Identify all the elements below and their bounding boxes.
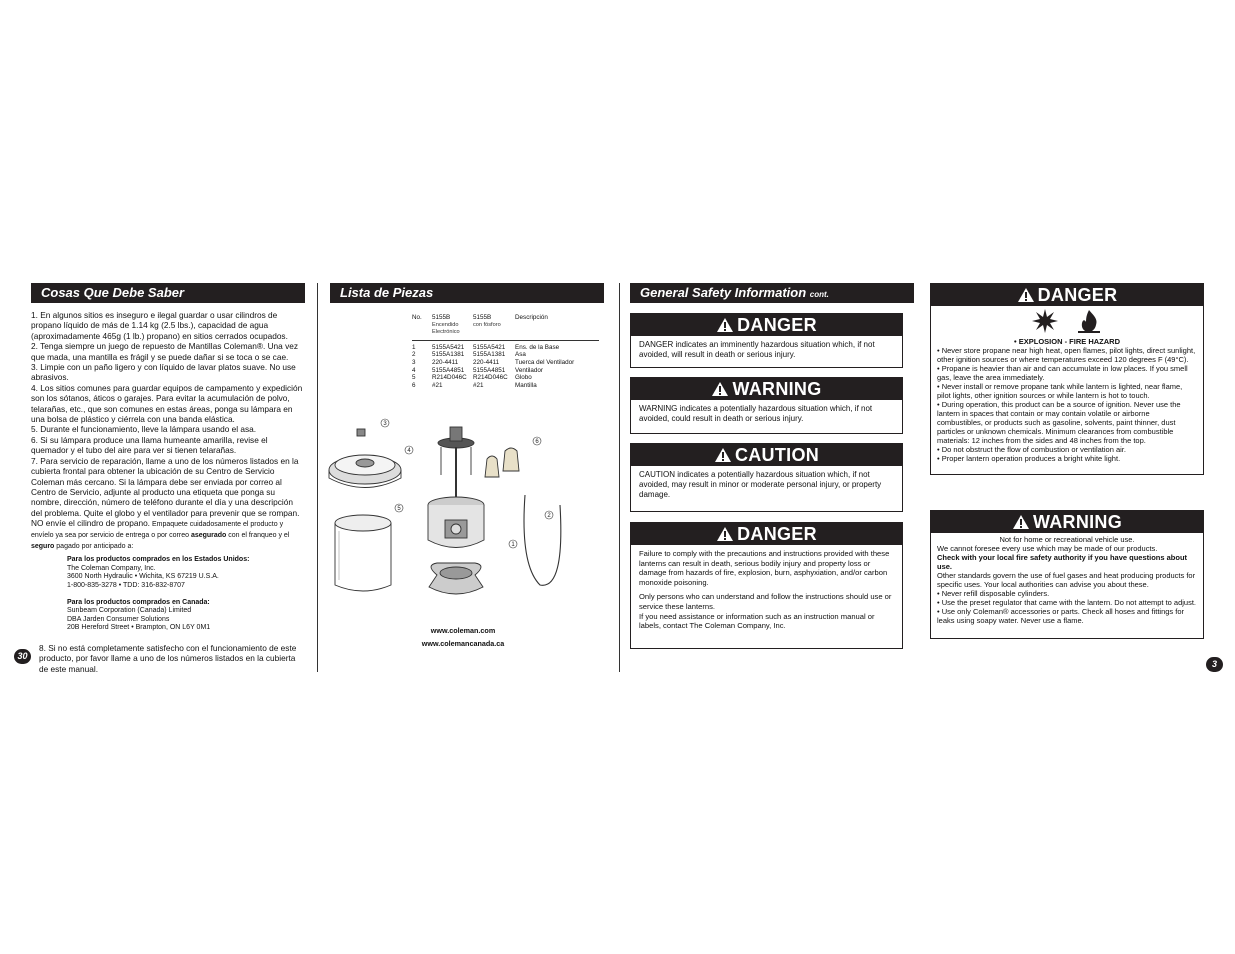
cell: 3 (412, 358, 416, 366)
table-row (412, 344, 599, 352)
warning-triangle-icon (1012, 514, 1030, 530)
col-b-sub: con fósforo (473, 321, 501, 328)
divider-2 (619, 283, 620, 672)
globe-drawing (335, 515, 391, 591)
callout-label-2: 2 (547, 513, 551, 519)
warning-item: • Use the preset regulator that came with the lantern. Do not attempt to adjust. (937, 598, 1197, 607)
warning-banner (631, 378, 902, 400)
cosas-list (31, 310, 305, 551)
cell: 6 (412, 381, 416, 389)
explosion-icon (1032, 309, 1058, 333)
caution-definition-box (630, 443, 903, 512)
callout-label-1: 1 (511, 542, 515, 548)
danger-definition-box (630, 313, 903, 368)
cosas-item-5: 5. Durante el funcionamiento, lleve la lámpara usando el asa. (31, 424, 257, 435)
warning-bold: Check with your local fire safety authority if you have questions about use. (937, 553, 1188, 571)
cell: Ventilador (515, 366, 544, 374)
cosas-item-7-small-a: Empaquete cuidadosamente el producto y envíelo ya sea por servicio de entrega o por correo (31, 521, 284, 540)
hazard-item: • During operation, this product can be a source of ignition. Never use the lantern in spaces that contain or may contain volatile or airborne combustibles, or products such as gasoline, solvents, paint thinner, dust particles or unknown chemicals. Minimum clearances from combustible materials: 12 inches from the sides and 48 inches from the top. (937, 400, 1181, 445)
hazard-item: • Never install or remove propane tank while lantern is lighted, near flame, pilot lights, other ignition sources or while lantern is hot to touch. (937, 382, 1183, 400)
danger-lantern-p1: Failure to comply with the precautions and instructions provided with these lanterns can result in death, serious bodily injury and property loss or damage from hazards of fire, explosion, burn, asphyxiation, and/or carbon monoxide poisoning. (639, 549, 890, 587)
col-a (432, 314, 473, 340)
cosas-item-7-bold-b: seguro (31, 543, 55, 551)
col-no: No. (412, 314, 422, 321)
hazard-item: • Do not obstruct the flow of combustion or ventilation air. (937, 445, 1126, 454)
cosas-item-7-bold-a: asegurado (190, 532, 227, 540)
cell: 5155A4851 (432, 366, 465, 374)
parts-column (330, 283, 604, 389)
cosas-item-1: 1. En algunos sitios es inseguro e ilegal guardar o usar cilindros de propano líquido de más de 1.14 kg (2.5 lbs.), capacidad de agua (aproximadamente 465g (1 lb.) propano) en sitios cerrados ocupados. (31, 310, 288, 341)
warning-definition-box (630, 377, 903, 434)
hazard-item: • Proper lantern operation produces a bright white light. (937, 454, 1121, 463)
mantles-drawing (485, 448, 519, 477)
warning-triangle-icon (716, 317, 734, 333)
warning-triangle-icon (714, 447, 732, 463)
explosion-danger-box (930, 283, 1204, 475)
table-row (412, 382, 599, 390)
cell: 2 (412, 351, 416, 359)
col-b-label: 5155B (473, 314, 492, 321)
cosas-item-6: 6. Si su lámpara produce una llama humeante amarilla, revise el quemador y el tubo del aire para ver si tienen telarañas. (31, 434, 268, 456)
cell: 5 (412, 374, 416, 382)
table-row (412, 367, 599, 375)
cell: 5155A1381 (432, 351, 465, 359)
caution-definition: CAUTION indicates a potentially hazardous situation which, if not avoided, may result in minor or moderate personal injury, or property damage. (639, 470, 882, 499)
cosas-item-7-small-c: pagado por anticipado a: (54, 543, 134, 551)
parts-table (412, 314, 599, 389)
explosion-hazard-text (931, 335, 1203, 465)
warning-item: • Never refill disposable cylinders. (937, 589, 1050, 598)
table-row (412, 351, 599, 359)
cosas-item-2: 2. Tenga siempre un juego de repuesto de Mantillas Coleman®. Una vez que mada, una mantilla es frágil y se puede dañar si se toca o se cae. (31, 341, 299, 362)
page-number-left: 30 (14, 649, 31, 664)
hazard-title: • EXPLOSION - FIRE HAZARD (1014, 337, 1120, 346)
cell: 220-4411 (432, 358, 459, 366)
parts-table-header (412, 314, 599, 340)
safety-column (630, 283, 914, 303)
base-drawing (429, 563, 483, 594)
danger-label: DANGER (1037, 285, 1118, 305)
cell: 5155A5421 (432, 343, 465, 351)
cell: #21 (432, 381, 443, 389)
callout-label-4: 4 (407, 448, 411, 454)
cell: R214D046C (473, 374, 508, 382)
cell: 220-4411 (473, 358, 500, 366)
us-address-line: The Coleman Company, Inc. (67, 564, 156, 572)
cosas-item-4: 4. Los sitios comunes para guardar equipos de campamento y expedición son los sótanos, áticos o garajes. Para evitar la acumulación de polvo, telarañas, etc., que son comunes en estas áreas, ponga su lámpara en una bolsa de plástico y ciérrela con una banda elástica. (31, 382, 303, 425)
ventilator-drawing (329, 455, 401, 488)
website-coleman[interactable]: www.coleman.com (430, 626, 496, 635)
warning-usage-box (930, 510, 1204, 639)
warning-triangle-icon (716, 526, 734, 542)
warning-definition: WARNING indicates a potentially hazardous situation which, if not avoided, could result in death or serious injury. (639, 404, 873, 423)
section-header-lista: Lista de Piezas (330, 283, 604, 303)
col-a-label: 5155B (432, 314, 451, 321)
ca-address-title: Para los productos comprados en Canada: (67, 598, 210, 606)
cell: Globo (515, 374, 532, 382)
website-coleman-canada[interactable]: www.colemancanada.ca (421, 639, 505, 648)
warning-triangle-icon (711, 381, 729, 397)
warning-label: WARNING (1032, 512, 1123, 532)
cosas-item-3: 3. Limpie con un paño ligero y con líquido de lavar platos suave. No use abrasivos. (31, 362, 296, 383)
handle-drawing (524, 495, 561, 585)
us-address-line: 1-800-835-3278 • TDD: 316-832-8707 (67, 581, 185, 589)
us-address-title: Para los productos comprados en los Estados Unidos: (67, 556, 250, 564)
callout-label-6: 6 (535, 439, 539, 445)
us-address (67, 556, 305, 590)
divider-1 (317, 283, 318, 672)
cell: 4 (412, 366, 416, 374)
warning-usage-text (931, 533, 1203, 627)
cell: 5155A1381 (473, 351, 506, 359)
cell: 5155A4851 (473, 366, 506, 374)
hazard-item: • Propane is heavier than air and can accumulate in low places. If you smell gas, leave the area immediately. (937, 364, 1188, 382)
websites (400, 624, 526, 650)
parts-diagram (325, 415, 565, 615)
danger-banner (631, 314, 902, 336)
ca-address-line: Sunbeam Corporation (Canada) Limited (67, 607, 192, 615)
fire-icon (1076, 309, 1102, 333)
ca-address (67, 599, 305, 633)
danger-lantern-text (631, 545, 902, 640)
col-a-sub2: Electrónico (432, 329, 460, 336)
lantern-body-drawing (428, 427, 484, 548)
warning-triangle-icon (1017, 287, 1035, 303)
warning-item: • Use only Coleman® accessories or parts. Check all hoses and fittings for leaks using soapy water. Never use a flame. (937, 607, 1185, 625)
page-number-right: 3 (1206, 657, 1223, 672)
danger-banner-3 (931, 284, 1203, 306)
caution-label: CAUTION (734, 445, 820, 465)
cell: #21 (473, 381, 484, 389)
us-address-line: 3600 North Hydraulic • Wichita, KS 67219 U.S.A. (67, 573, 219, 581)
hazard-icons (931, 309, 1203, 335)
danger-banner-2 (631, 523, 902, 545)
col-desc: Descripción (515, 314, 548, 321)
cosas-item-7-small-b: con el franqueo y el (226, 532, 290, 540)
warning-label: WARNING (732, 379, 822, 399)
danger-definition: DANGER indicates an imminently hazardous situation which, if not avoided, will result in death or serious injury. (639, 340, 875, 359)
hazard-item: • Never store propane near high heat, open flames, pilot lights, direct sunlight, other ignition sources or where temperatures exceed 120 degrees F (49°C). (937, 346, 1196, 364)
safety-header-text: General Safety Information (640, 285, 807, 300)
fan-nut-drawing (357, 429, 365, 436)
danger-lantern-p3: If you need assistance or information such as an instruction manual or labels, contact The Coleman Company, Inc. (639, 611, 875, 631)
cell: Mantilla (515, 381, 537, 389)
table-row (412, 359, 599, 367)
safety-header-cont: cont. (809, 290, 829, 299)
danger-lantern-p2: Only persons who can understand and follow the instructions should use or service these lanterns. (639, 592, 892, 611)
danger-label: DANGER (737, 524, 817, 544)
callout-label-5: 5 (397, 506, 401, 512)
warning-sub: Not for home or recreational vehicle use. (999, 535, 1135, 544)
warning-p2: Other standards govern the use of fuel gases and heat producing products for specific uses. Your local authorities can advise you about these. (937, 571, 1196, 589)
section-header-safety (630, 283, 914, 303)
ca-address-line: DBA Jarden Consumer Solutions (67, 615, 170, 623)
left-column (31, 283, 305, 674)
ca-address-line: 20B Hereford Street • Brampton, ON L6Y 0M1 (67, 624, 211, 632)
section-header-cosas: Cosas Que Debe Saber (31, 283, 305, 303)
caution-banner (631, 444, 902, 466)
col-a-sub1: Encendido (432, 321, 459, 328)
danger-lantern-box (630, 522, 903, 649)
cell: 1 (412, 343, 416, 351)
cosas-item-8: 8. Si no está completamente satisfecho con el funcionamiento de este producto, por favor llame a uno de los números listados en la cubierta de este manual. (39, 642, 297, 674)
warning-p1: We cannot foresee every use which may be made of our products. (937, 544, 1158, 553)
callout-label-3: 3 (383, 421, 387, 427)
cell: Asa (515, 351, 526, 359)
cell: Ens. de la Base (515, 343, 560, 351)
danger-label: DANGER (737, 315, 817, 335)
warning-banner-2 (931, 511, 1203, 533)
cell: Tuerca del Ventilador (515, 358, 575, 366)
cell: 5155A5421 (473, 343, 506, 351)
cosas-item-7-text: 7. Para servicio de reparación, llame a uno de los números listados en la cubierta frontal para obtener la ubicación de su Centro de Servicio Coleman más cercano. Si la lámpara debe ser enviada por correo al Centro de Servicio, adjunte al producto una etiqueta que ponga su nombre, dirección, número de teléfono durante el día y una descripción del problema. Quite el globo y el ventilador para prevenir que se rompan. NO envíe el cilindro de propano. (31, 455, 300, 529)
cosas-item-7 (31, 456, 305, 551)
table-row (412, 374, 599, 382)
cell: R214D046C (432, 374, 467, 382)
col-b (473, 314, 515, 340)
